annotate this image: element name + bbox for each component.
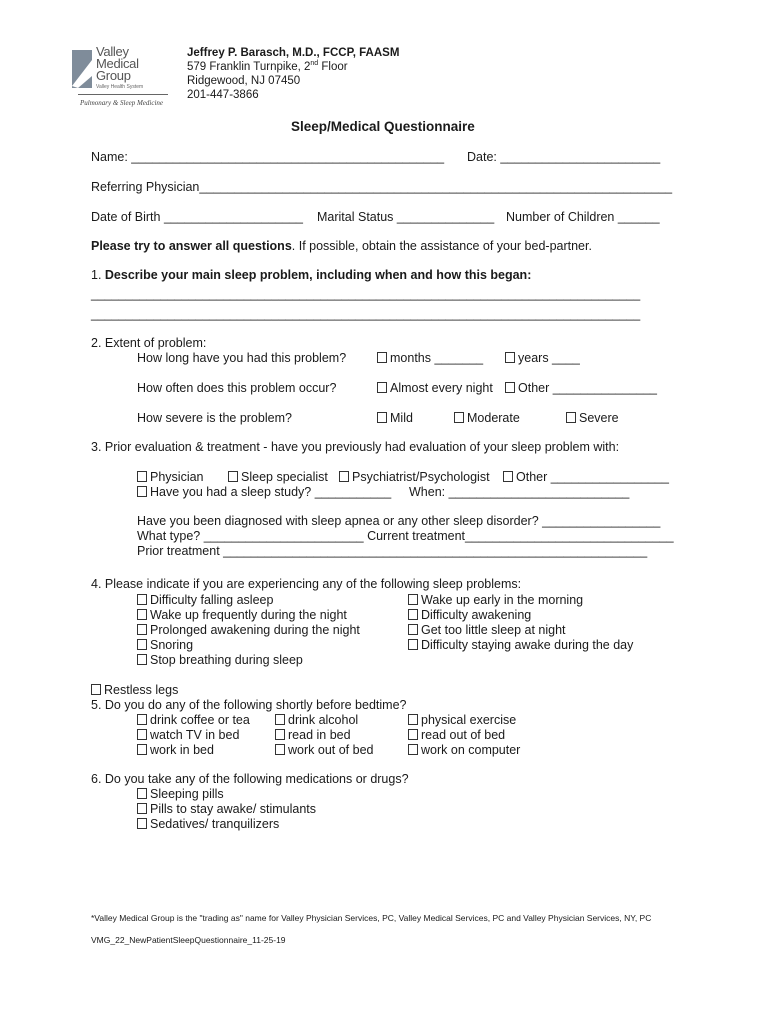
specialist-label: Sleep specialist — [241, 470, 328, 484]
q5-label-item: physical exercise — [421, 713, 517, 727]
dob-field[interactable]: Date of Birth ____________________ — [91, 210, 303, 224]
address-sup: nd — [310, 60, 319, 68]
checkbox-icon[interactable] — [275, 729, 285, 740]
checkbox-icon[interactable] — [137, 788, 147, 799]
q5-option[interactable] — [137, 728, 239, 743]
physician-option[interactable] — [137, 470, 204, 485]
q5-option[interactable] — [275, 713, 358, 728]
logo-line-2: Medical — [96, 56, 139, 71]
q5-label: 5. Do you do any of the following shortly before bedtime? — [91, 698, 407, 712]
phone: 201-447-3866 — [187, 89, 259, 101]
q5-option[interactable] — [408, 728, 505, 743]
diagnosed-field[interactable]: Have you been diagnosed with sleep apnea or any other sleep disorder? _________________ — [137, 514, 661, 528]
logo-name — [96, 46, 139, 82]
checkbox-icon[interactable] — [137, 486, 147, 497]
address-line-2: Ridgewood, NJ 07450 — [187, 75, 301, 87]
what-type-field[interactable]: What type? _______________________ Current treatment______________________________ — [137, 529, 674, 543]
q6-item-label: Sleeping pills — [150, 787, 224, 801]
checkbox-icon[interactable] — [503, 471, 513, 482]
often-other-option[interactable] — [505, 381, 657, 396]
q4-left-label: Wake up frequently during the night — [150, 608, 347, 622]
months-option[interactable] — [377, 351, 483, 366]
q1-text: Describe your main sleep problem, including when and how this began: — [104, 268, 532, 282]
q4-right-label: Wake up early in the morning — [421, 593, 584, 607]
checkbox-icon[interactable] — [408, 639, 418, 650]
checkbox-icon[interactable] — [275, 744, 285, 755]
q4-left-option[interactable] — [137, 638, 193, 653]
checkbox-icon[interactable] — [275, 714, 285, 725]
physician-label: Physician — [150, 470, 204, 484]
severe-option[interactable] — [566, 411, 619, 426]
q4-left-label: Stop breathing during sleep — [150, 653, 303, 667]
q5-label-item: work out of bed — [288, 743, 374, 757]
q4-right-option[interactable] — [408, 638, 633, 653]
children-field[interactable]: Number of Children ______ — [506, 210, 660, 224]
checkbox-icon[interactable] — [137, 609, 147, 620]
logo-line-1: Valley — [96, 44, 129, 59]
q5-option[interactable] — [137, 713, 250, 728]
checkbox-icon[interactable] — [377, 412, 387, 423]
form-code: VMG_22_NewPatientSleepQuestionnaire_11-25-19 — [91, 935, 286, 945]
checkbox-icon[interactable] — [137, 803, 147, 814]
address-floor: Floor — [318, 61, 348, 73]
footer-note: *Valley Medical Group is the "trading as" name for Valley Physician Services, PC, Valley Medical Services, PC and Valley Physician Services, NY, PC — [91, 913, 652, 923]
checkbox-icon[interactable] — [408, 609, 418, 620]
study-when-field[interactable]: When: __________________________ — [409, 485, 630, 499]
mild-label: Mild — [390, 411, 413, 425]
sleep-study-option[interactable] — [137, 485, 391, 500]
q5-label-item: read in bed — [288, 728, 351, 742]
q2-how-severe: How severe is the problem? — [137, 411, 292, 425]
q4-right-option[interactable] — [408, 623, 566, 638]
q6-label: 6. Do you take any of the following medications or drugs? — [91, 772, 409, 786]
checkbox-icon[interactable] — [91, 684, 101, 695]
checkbox-icon[interactable] — [408, 624, 418, 635]
years-option[interactable] — [505, 351, 580, 366]
q2-label: 2. Extent of problem: — [91, 336, 207, 350]
q6-option[interactable] — [137, 787, 224, 802]
checkbox-icon[interactable] — [137, 639, 147, 650]
instructions — [91, 239, 592, 254]
checkbox-icon[interactable] — [505, 352, 515, 363]
q1-number: 1. — [91, 268, 105, 282]
checkbox-icon[interactable] — [454, 412, 464, 423]
prior-treatment-field[interactable]: Prior treatment _____________________________________________________________ — [137, 544, 648, 558]
mild-option[interactable] — [377, 411, 413, 426]
q5-option[interactable] — [137, 743, 214, 758]
moderate-option[interactable] — [454, 411, 520, 426]
marital-status-field[interactable]: Marital Status ______________ — [317, 210, 495, 224]
checkbox-icon[interactable] — [377, 382, 387, 393]
instructions-bold: Please try to answer all questions — [91, 239, 292, 253]
checkbox-icon[interactable] — [228, 471, 238, 482]
q1-label — [91, 268, 531, 283]
address-line-1 — [187, 60, 348, 74]
logo-tagline: Pulmonary & Sleep Medicine — [80, 99, 164, 107]
q2-how-often: How often does this problem occur? — [137, 381, 337, 395]
checkbox-icon[interactable] — [137, 654, 147, 665]
checkbox-icon[interactable] — [137, 744, 147, 755]
severe-label: Severe — [579, 411, 619, 425]
checkbox-icon[interactable] — [408, 744, 418, 755]
q4-left-label: Snoring — [150, 638, 194, 652]
q1-answer-line-1[interactable]: _______________________________________________________________________________ — [91, 287, 641, 301]
q5-option[interactable] — [408, 713, 516, 728]
q4-label: 4. Please indicate if you are experiencing any of the following sleep problems: — [91, 577, 522, 591]
psych-label: Psychiatrist/Psychologist — [352, 470, 490, 484]
q5-label-item: read out of bed — [421, 728, 506, 742]
psychiatrist-option[interactable] — [339, 470, 490, 485]
logo-divider — [78, 94, 168, 95]
checkbox-icon[interactable] — [137, 471, 147, 482]
q4-left-option[interactable] — [137, 623, 360, 638]
checkbox-icon[interactable] — [339, 471, 349, 482]
sleep-specialist-option[interactable] — [228, 470, 328, 485]
q6-item-label: Pills to stay awake/ stimulants — [150, 802, 317, 816]
checkbox-icon[interactable] — [377, 352, 387, 363]
eval-other-option[interactable] — [503, 470, 669, 485]
q2-how-long: How long have you had this problem? — [137, 351, 347, 365]
checkbox-icon[interactable] — [137, 624, 147, 635]
q6-item-label: Sedatives/ tranquilizers — [150, 817, 280, 831]
almost-every-night-option[interactable] — [377, 381, 493, 396]
q5-label-item: work in bed — [150, 743, 214, 757]
q4-left-option[interactable] — [137, 608, 347, 623]
valley-logo-mark-icon — [68, 46, 98, 92]
q5-label-item: work on computer — [421, 743, 521, 757]
q4-left-label: Difficulty falling asleep — [150, 593, 274, 607]
q6-option[interactable] — [137, 817, 279, 832]
moderate-label: Moderate — [467, 411, 520, 425]
q1-answer-line-2[interactable]: _______________________________________________________________________________ — [91, 307, 641, 321]
checkbox-icon[interactable] — [408, 729, 418, 740]
restless-legs-option[interactable] — [91, 683, 178, 698]
almost-label: Almost every night — [390, 381, 493, 395]
q4-left-option[interactable] — [137, 593, 273, 608]
q5-option[interactable] — [275, 728, 351, 743]
logo-line-3: Group — [96, 68, 131, 83]
q4-right-option[interactable] — [408, 608, 531, 623]
q3-label: 3. Prior evaluation & treatment - have you previously had evaluation of your sleep problem with: — [91, 440, 620, 454]
q5-label-item: drink coffee or tea — [150, 713, 250, 727]
logo-subtitle: Valley Health System — [96, 84, 144, 90]
often-other-label: Other _______________ — [518, 381, 658, 395]
q5-label-item: drink alcohol — [288, 713, 359, 727]
q5-option[interactable] — [408, 743, 520, 758]
instructions-rest: . If possible, obtain the assistance of your bed-partner. — [291, 239, 592, 253]
address-street: 579 Franklin Turnpike, 2 — [187, 61, 311, 73]
checkbox-icon[interactable] — [408, 714, 418, 725]
q4-right-label: Difficulty awakening — [421, 608, 532, 622]
q4-right-option[interactable] — [408, 593, 583, 608]
date-field[interactable]: Date: _______________________ — [467, 150, 661, 164]
eval-other-label: Other _________________ — [516, 470, 669, 484]
q4-right-label: Difficulty staying awake during the day — [421, 638, 634, 652]
checkbox-icon[interactable] — [505, 382, 515, 393]
checkbox-icon[interactable] — [137, 594, 147, 605]
q5-label-item: watch TV in bed — [150, 728, 240, 742]
sleep-study-label: Have you had a sleep study? ___________ — [150, 485, 392, 499]
q6-option[interactable] — [137, 802, 316, 817]
checkbox-icon[interactable] — [408, 594, 418, 605]
months-label: months _______ — [390, 351, 484, 365]
name-field[interactable]: Name: _____________________________________________ — [91, 150, 445, 164]
referring-physician-field[interactable]: Referring Physician____________________________________________________________________ — [91, 180, 673, 194]
q4-left-label: Prolonged awakening during the night — [150, 623, 360, 637]
restless-legs-label: Restless legs — [104, 683, 179, 697]
checkbox-icon[interactable] — [137, 714, 147, 725]
checkbox-icon[interactable] — [566, 412, 576, 423]
page-title: Sleep/Medical Questionnaire — [291, 119, 475, 134]
q5-option[interactable] — [275, 743, 373, 758]
years-label: years ____ — [518, 351, 580, 365]
q4-right-label: Get too little sleep at night — [421, 623, 566, 637]
logo — [68, 46, 168, 110]
q4-left-option[interactable] — [137, 653, 303, 668]
checkbox-icon[interactable] — [137, 818, 147, 829]
doctor-name: Jeffrey P. Barasch, M.D., FCCP, FAASM — [187, 47, 400, 59]
checkbox-icon[interactable] — [137, 729, 147, 740]
